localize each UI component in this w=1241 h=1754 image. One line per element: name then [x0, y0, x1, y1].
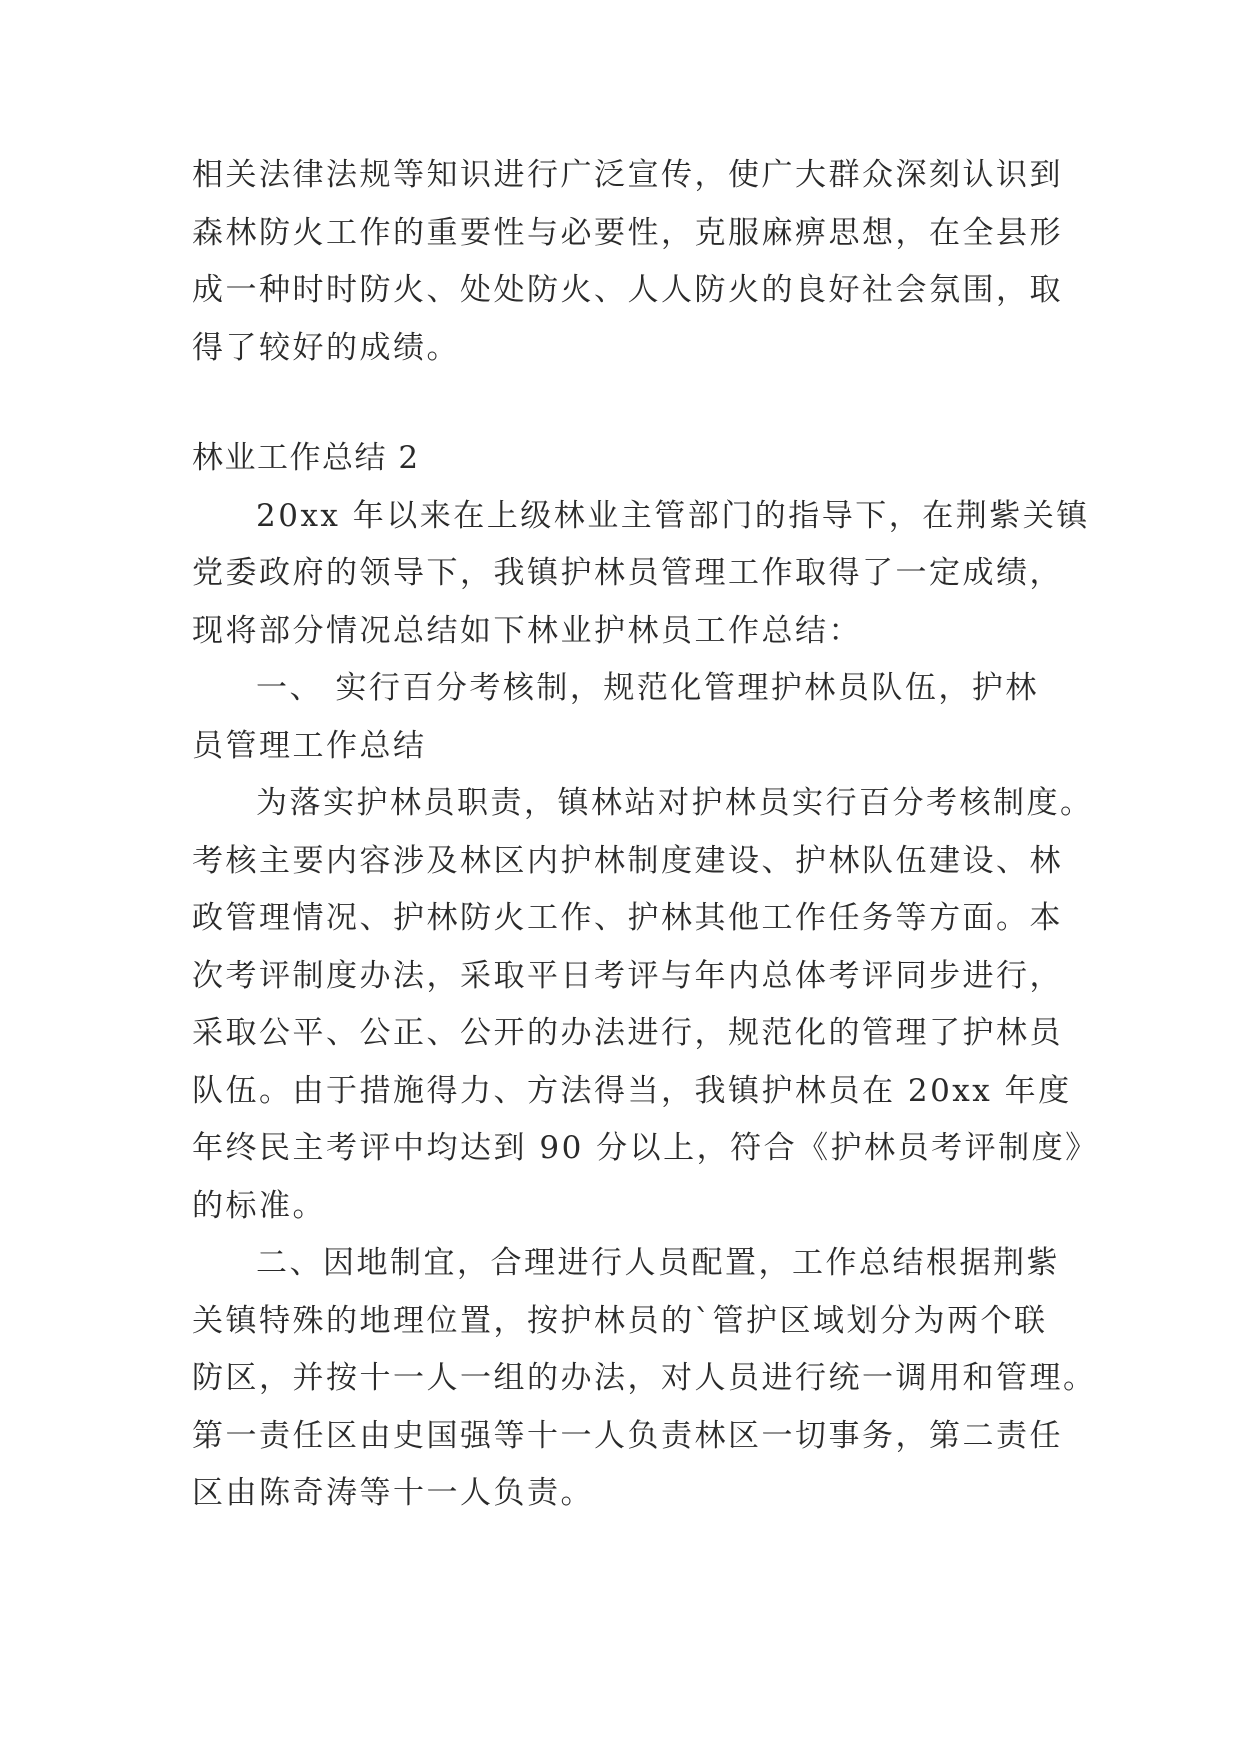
text-line: 政管理情况、护林防火工作、护林其他工作任务等方面。本	[192, 900, 1063, 936]
text-line: 关镇特殊的地理位置，按护林员的`管护区域划分为两个联	[192, 1302, 1048, 1339]
section-2-paragraph	[192, 1235, 1097, 1523]
text-line: 一、 实行百分考核制，规范化管理护林员队伍，护林	[256, 670, 1039, 706]
text-line: 员管理工作总结	[192, 727, 427, 764]
section-heading: 林业工作总结 2	[192, 440, 420, 476]
text-line: 党委政府的领导下，我镇护林员管理工作取得了一定成绩，	[192, 555, 1063, 591]
intro-paragraph	[192, 147, 1072, 377]
text-line: 现将部分情况总结如下林业护林员工作总结：	[192, 612, 862, 649]
text-line: 采取公平、公正、公开的办法进行，规范化的管理了护林员	[192, 1015, 1063, 1051]
paragraph-2	[192, 775, 1099, 1235]
text-line: 森林防火工作的重要性与必要性，克服麻痹思想，在全县形	[192, 214, 1063, 251]
text-line: 考核主要内容涉及林区内护林制度建设、护林队伍建设、林	[192, 842, 1063, 879]
text-line: 得了较好的成绩。	[192, 329, 460, 366]
text-line: 次考评制度办法，采取平日考评与年内总体考评同步进行，	[192, 957, 1063, 994]
text-line: 二、因地制宜，合理进行人员配置，工作总结根据荆紫	[256, 1245, 1060, 1281]
text-line: 为落实护林员职责，镇林站对护林员实行百分考核制度。	[256, 785, 1094, 821]
text-line: 队伍。由于措施得力、方法得当，我镇护林员在 20xx 年度	[192, 1072, 1072, 1109]
text-line: 第一责任区由史国强等十一人负责林区一切事务，第二责任	[192, 1417, 1063, 1454]
text-line: 的标准。	[192, 1187, 326, 1224]
text-line: 相关法律法规等知识进行广泛宣传，使广大群众深刻认识到	[192, 157, 1063, 193]
spacer	[192, 377, 1072, 430]
section-1-title	[192, 660, 1072, 775]
text-line: 成一种时时防火、处处防火、人人防火的良好社会氛围，取	[192, 272, 1063, 308]
text-line: 区由陈奇涛等十一人负责。	[192, 1475, 594, 1511]
text-line: 20xx 年以来在上级林业主管部门的指导下，在荆紫关镇	[256, 497, 1090, 534]
text-line: 年终民主考评中均达到 90 分以上，符合《护林员考评制度》	[192, 1130, 1099, 1166]
paragraph-1	[192, 488, 1090, 661]
text-line: 防区，并按十一人一组的办法，对人员进行统一调用和管理。	[192, 1360, 1097, 1396]
document-page	[192, 147, 1099, 1523]
